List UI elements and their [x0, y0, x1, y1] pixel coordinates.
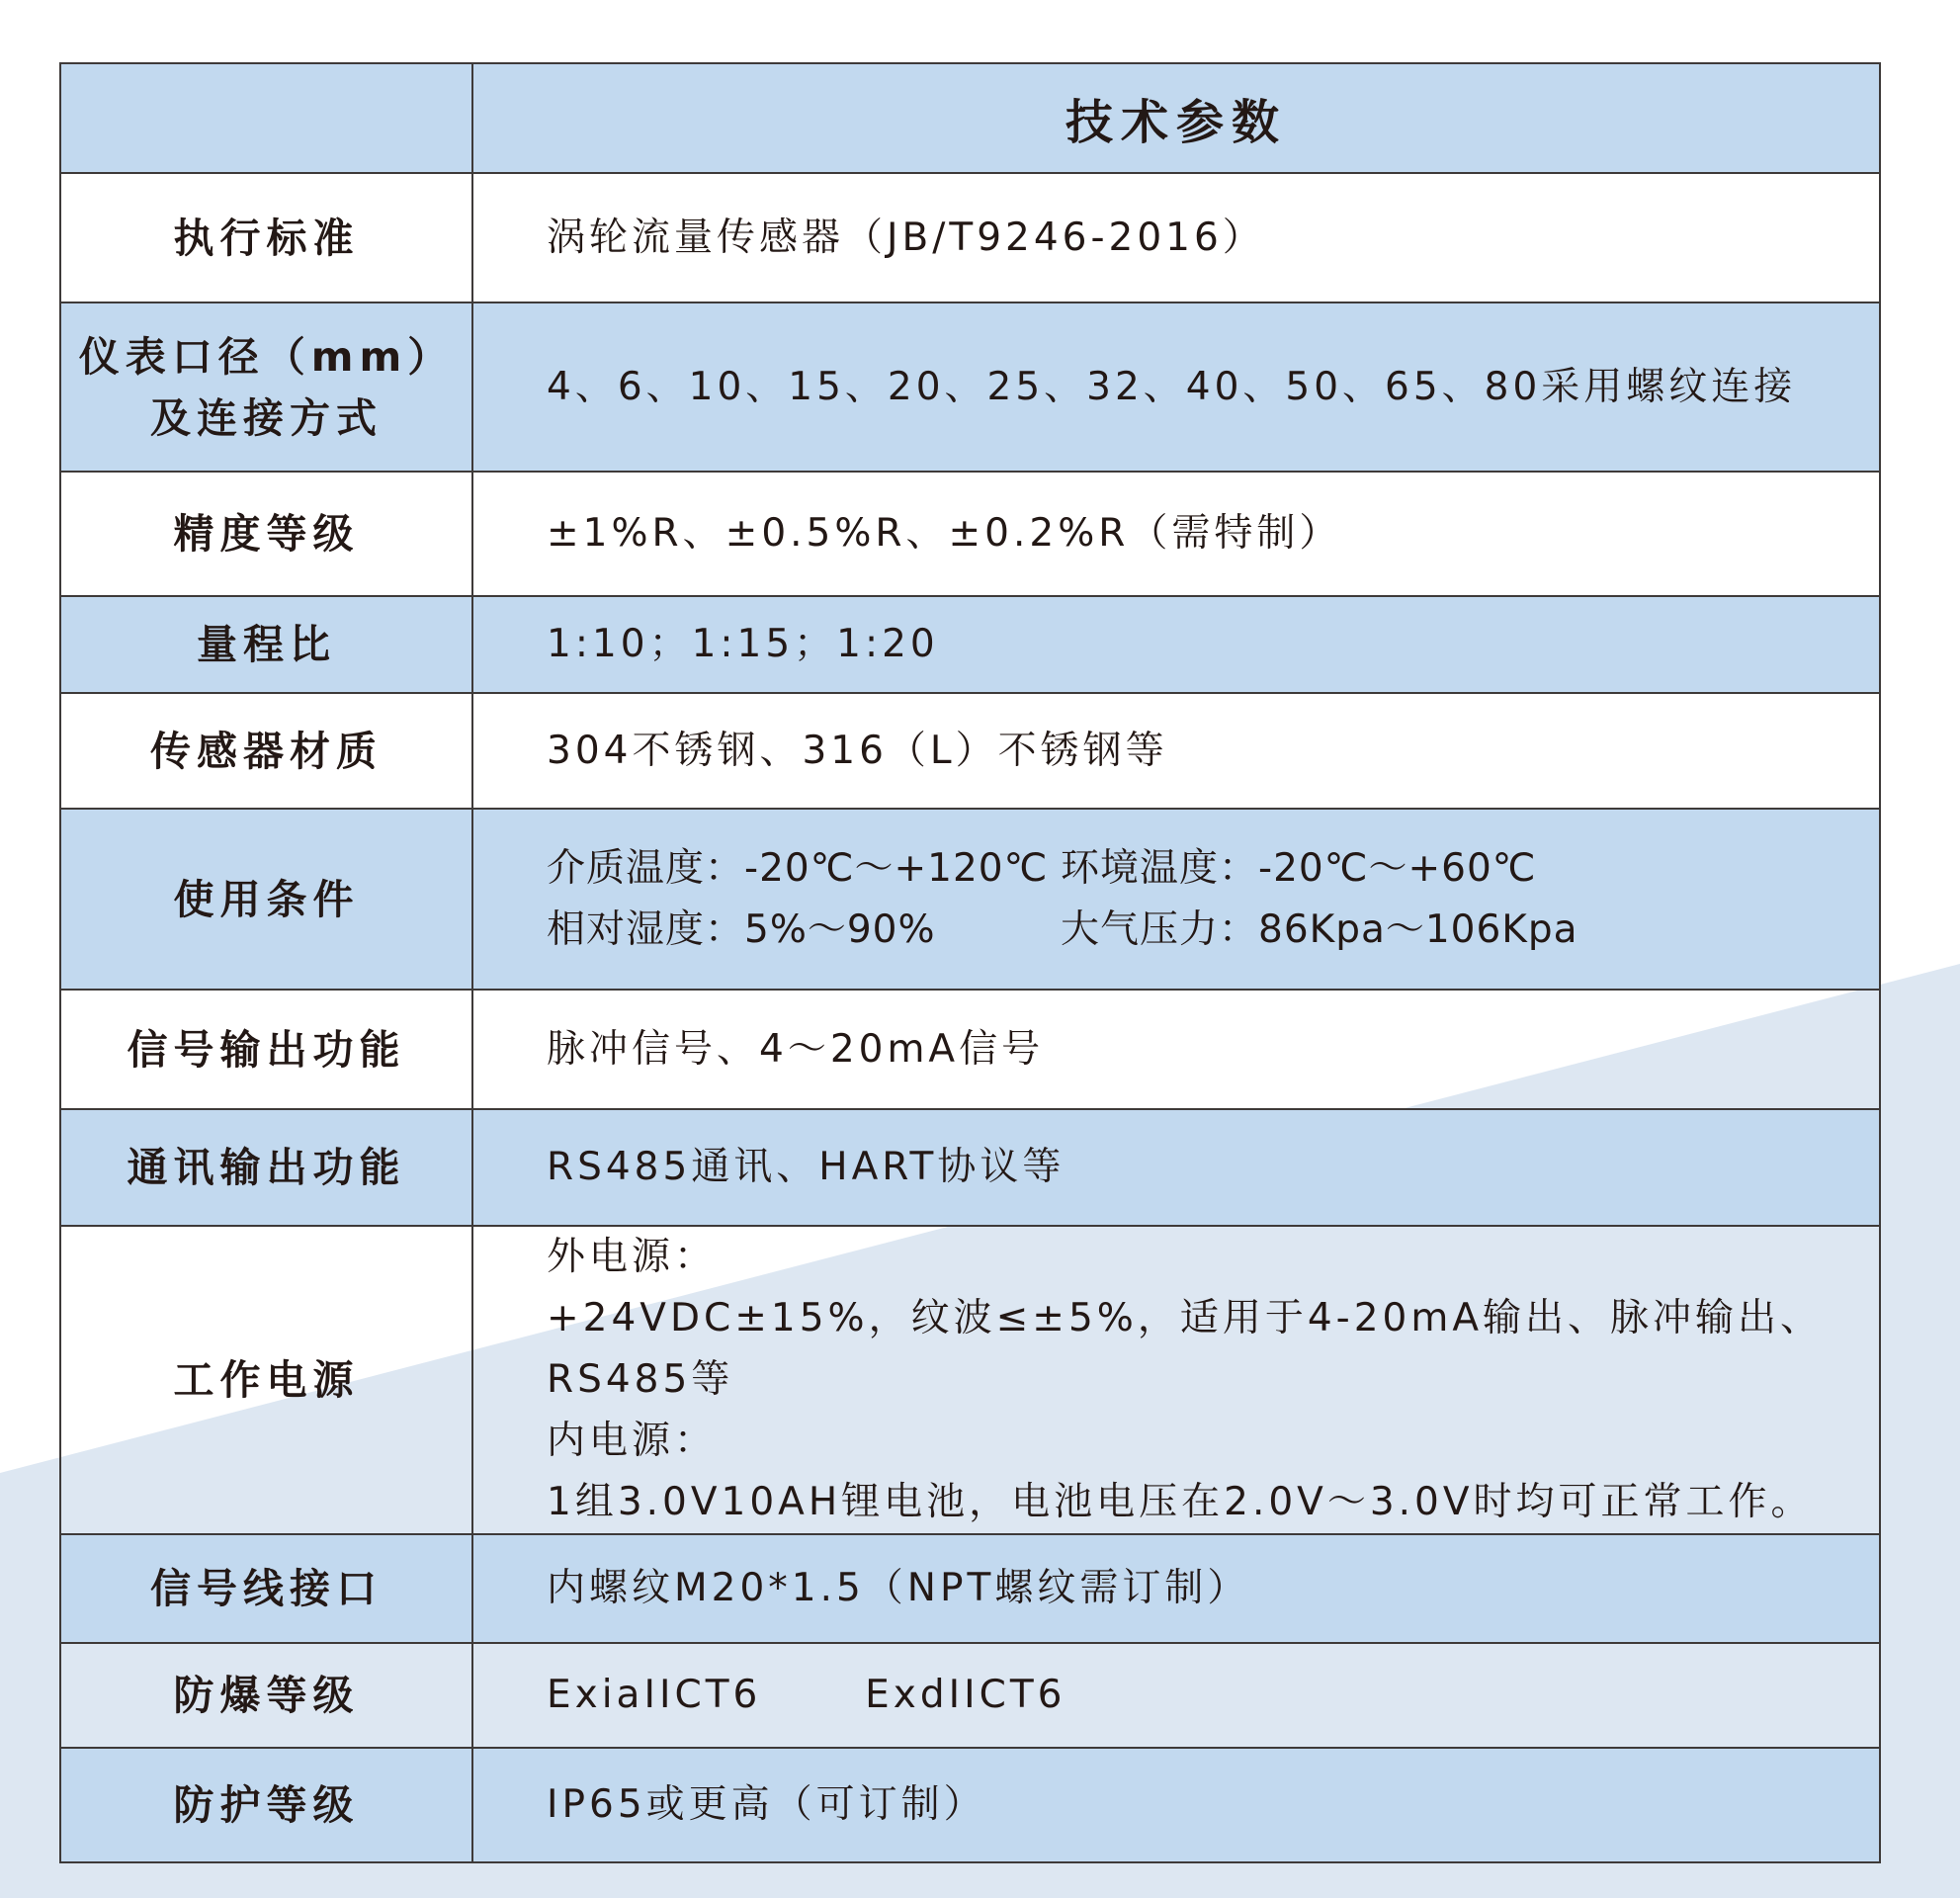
- row-label-signal-interface: 信号线接口: [60, 1534, 472, 1643]
- row-label-explosion-proof: 防爆等级: [60, 1643, 472, 1748]
- row-value-conditions: [472, 809, 1880, 990]
- condition-ambient-temp: 环境温度：-20℃～+60℃: [1061, 845, 1537, 891]
- table-row: [60, 472, 1880, 596]
- table-row: [60, 990, 1880, 1109]
- explosion-proof-value-b: ExdIICT6: [865, 1673, 1066, 1717]
- table-row: [60, 1643, 1880, 1748]
- table-row: [60, 1748, 1880, 1862]
- row-label-conditions: 使用条件: [60, 809, 472, 990]
- table-row: [60, 809, 1880, 990]
- row-label-material: 传感器材质: [60, 693, 472, 809]
- row-label-protection: 防护等级: [60, 1748, 472, 1862]
- header-corner-cell: [60, 63, 472, 173]
- row-value-material: 304不锈钢、316（L）不锈钢等: [472, 693, 1880, 809]
- row-label-caliber-line1: 仪表口径（mm）: [78, 332, 455, 381]
- row-label-range-ratio: 量程比: [60, 596, 472, 693]
- row-value-protection: IP65或更高（可订制）: [472, 1748, 1880, 1862]
- power-line: 内电源：: [547, 1419, 718, 1463]
- table-row: [60, 596, 1880, 693]
- row-label-signal-output: 信号输出功能: [60, 990, 472, 1109]
- row-value-comm-output: RS485通讯、HART协议等: [472, 1109, 1880, 1226]
- row-label-comm-output: 通讯输出功能: [60, 1109, 472, 1226]
- explosion-proof-value-a: ExiaIICT6: [547, 1673, 762, 1717]
- table-title: 技术参数: [472, 63, 1880, 173]
- spec-table: [59, 62, 1881, 1863]
- condition-pressure: 大气压力：86Kpa～106Kpa: [1061, 906, 1578, 952]
- table-row: [60, 1109, 1880, 1226]
- table-row: [60, 1226, 1880, 1534]
- row-label-standard: 执行标准: [60, 173, 472, 302]
- row-value-caliber: 4、6、10、15、20、25、32、40、50、65、80采用螺纹连接: [472, 302, 1880, 472]
- row-value-explosion-proof: [472, 1643, 1880, 1748]
- condition-medium-temp: 介质温度：-20℃～+120℃: [547, 845, 1049, 891]
- row-value-power: [472, 1226, 1880, 1534]
- table-row: [60, 173, 1880, 302]
- table-row: [60, 693, 1880, 809]
- table-row: [60, 302, 1880, 472]
- row-value-signal-interface: 内螺纹M20*1.5（NPT螺纹需订制）: [472, 1534, 1880, 1643]
- power-line: 外电源：: [547, 1235, 718, 1279]
- row-value-standard: 涡轮流量传感器（JB/T9246-2016）: [472, 173, 1880, 302]
- conditions-grid: [547, 838, 1879, 961]
- row-label-caliber-line2: 及连接方式: [150, 393, 383, 442]
- row-label-accuracy: 精度等级: [60, 472, 472, 596]
- condition-humidity: 相对湿度：5%～90%: [547, 906, 936, 952]
- power-line: +24VDC±15%，纹波≤±5%，适用于4-20mA输出、脉冲输出、RS485等: [547, 1296, 1824, 1402]
- row-label-caliber: [60, 302, 472, 472]
- row-value-accuracy: ±1%R、±0.5%R、±0.2%R（需特制）: [472, 472, 1880, 596]
- row-value-range-ratio: 1:10；1:15；1:20: [472, 596, 1880, 693]
- row-label-power: 工作电源: [60, 1226, 472, 1534]
- power-line: 1组3.0V10AH锂电池，电池电压在2.0V～3.0V时均可正常工作。: [547, 1480, 1814, 1524]
- row-value-signal-output: 脉冲信号、4～20mA信号: [472, 990, 1880, 1109]
- table-header-row: [60, 63, 1880, 173]
- table-row: [60, 1534, 1880, 1643]
